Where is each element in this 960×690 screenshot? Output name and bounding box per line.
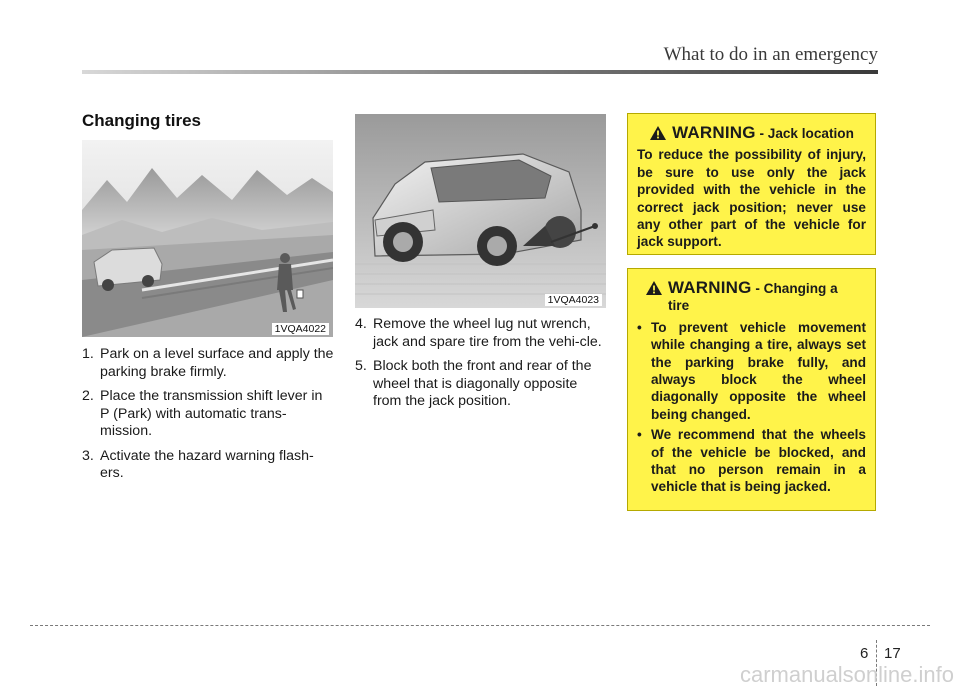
page-header-title: What to do in an emergency	[663, 44, 878, 65]
figure-label: 1VQA4022	[272, 323, 329, 335]
step-text: Activate the hazard warning flash-ers.	[100, 447, 314, 481]
section-number: 6	[860, 645, 869, 662]
list-item	[355, 316, 607, 351]
step-number: 5.	[355, 358, 367, 374]
warning-list	[637, 319, 866, 496]
watermark: carmanualsonline.info	[739, 662, 954, 687]
warning-label: WARNING	[668, 278, 752, 297]
road-illustration	[82, 140, 333, 337]
step-text: Remove the wheel lug nut wrench, jack and spare tire from the vehi-cle.	[373, 316, 602, 350]
warning-label: WARNING	[672, 123, 756, 142]
step-text: Place the transmission shift lever in P (Park) with automatic trans-mission.	[100, 388, 323, 439]
list-item	[82, 448, 334, 483]
header-rule	[82, 70, 878, 74]
steps-list-right	[355, 316, 607, 418]
warning-box-changing-tire	[627, 268, 876, 511]
step-number: 4.	[355, 316, 367, 332]
list-item	[82, 346, 334, 381]
warning-header	[637, 124, 866, 142]
list-item: • We recommend that the wheels of the vehicle be blocked, and that no person remain in a vehicle that is being jacked.	[637, 426, 866, 496]
warning-triangle-icon	[649, 125, 667, 141]
warning-box-jack-location	[627, 113, 876, 255]
jack-illustration	[355, 114, 606, 308]
warning-text: To reduce the possibility of injury, be sure to use only the jack provided with the vehicle in the correct jack position; never use any other part of the vehicle for jack support.	[637, 147, 866, 250]
warning-subtitle: - Changing a tire	[668, 281, 838, 314]
footer-rule	[30, 625, 930, 626]
step-text: Park on a level surface and apply the parking brake firmly.	[100, 346, 334, 380]
figure-label: 1VQA4023	[545, 294, 602, 306]
list-item	[82, 388, 334, 441]
section-title: Changing tires	[82, 111, 202, 130]
step-number: 1.	[82, 346, 94, 362]
warning-triangle-icon	[645, 280, 663, 296]
warning-header	[637, 279, 866, 315]
step-number: 2.	[82, 388, 94, 404]
list-item: • To prevent vehicle movement while changing a tire, always set the parking brake fully, and always block the wheel diagonally opposite the wheel being changed.	[637, 319, 866, 423]
step-number: 3.	[82, 447, 94, 464]
steps-list-left	[82, 346, 334, 490]
list-item	[355, 358, 607, 411]
warning-subtitle: - Jack location	[759, 126, 854, 141]
page-number: 17	[884, 645, 901, 662]
step-text: Block both the front and rear of the wheel that is diagonally opposite from the jack position.	[373, 358, 592, 409]
